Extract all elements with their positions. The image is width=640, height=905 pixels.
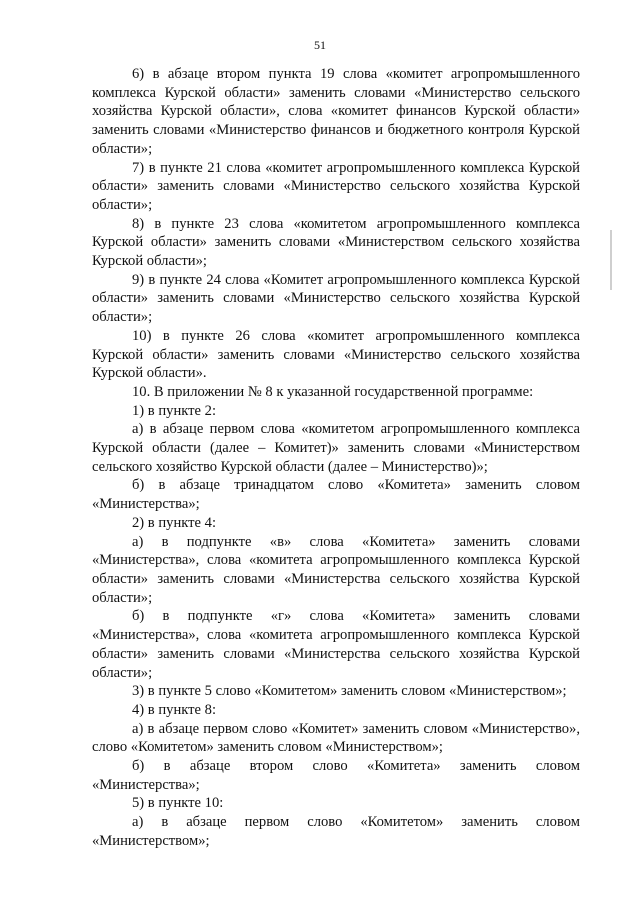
paragraph-item-3: 3) в пункте 5 слово «Комитетом» заменить словом «Министерством»; (132, 683, 567, 700)
scan-edge-mark (610, 230, 612, 290)
paragraph-item-1b: б) в абзаце тринадцатом слово «Комитета» заменить словом «Министерства»; (92, 477, 580, 513)
paragraph-item-2b: б) в подпункте «г» слова «Комитета» заменить словами «Министерства», слова «комитета агропромышленного комплекса Курской области» заменить словами «Министерства сельского хозяйства Курской области»; (92, 608, 580, 681)
paragraph-item-1: 1) в пункте 2: (132, 402, 217, 419)
paragraph-amendment-6: 6) в абзаце втором пункта 19 слова «комитет агропромышленного комплекса Курской области» заменить словами «Министерство сельского хозяйства Курской области», слова «комитет финансов Курской области» заменить словами «Министерство финансов и бюджетного контроля Курской области»; (92, 66, 580, 157)
paragraph-item-4b: б) в абзаце втором слово «Комитета» заменить словом «Министерства»; (92, 758, 580, 793)
paragraph-item-2: 2) в пункте 4: (132, 514, 217, 531)
paragraph-section-10: 10. В приложении № 8 к указанной государственной программе: (132, 383, 534, 400)
paragraph-item-1a: а) в абзаце первом слова «комитетом агропромышленного комплекса Курской области (далее – Комитет)» заменить словами «Министерством сельского хозяйство Курской области (далее – Министерство)»; (92, 421, 580, 475)
paragraph-amendment-10: 10) в пункте 26 слова «комитет агропромышленного комплекса Курской области» заменить словами «Министерство сельского хозяйства Курской области». (92, 327, 580, 382)
page-number: 51 (314, 38, 326, 52)
paragraph-amendment-8: 8) в пункте 23 слова «комитетом агропромышленного комплекса Курской области» заменить словами «Министерством сельского хозяйства Курской области»; (92, 215, 580, 270)
paragraph-amendment-9: 9) в пункте 24 слова «Комитет агропромышленного комплекса Курской области» заменить словами «Министерство сельского хозяйства Курской области»; (92, 271, 580, 326)
paragraph-item-4: 4) в пункте 8: (132, 701, 217, 718)
paragraph-amendment-7: 7) в пункте 21 слова «комитет агропромышленного комплекса Курской области» заменить словами «Министерство сельского хозяйства Курской области»; (92, 159, 580, 213)
document-body (92, 65, 580, 851)
paragraph-item-5: 5) в пункте 10: (132, 795, 224, 812)
paragraph-item-5a: а) в абзаце первом слово «Комитетом» заменить словом «Министерством»; (92, 814, 580, 849)
paragraph-item-2a: а) в подпункте «в» слова «Комитета» заменить словами «Министерства», слова «комитета агропромышленного комплекса Курской области» заменить словами «Министерства сельского хозяйства Курской области»; (92, 533, 580, 606)
paragraph-item-4a: а) в абзаце первом слово «Комитет» заменить словом «Министерство», слово «Комитетом» заменить словом «Министерством»; (92, 720, 580, 756)
